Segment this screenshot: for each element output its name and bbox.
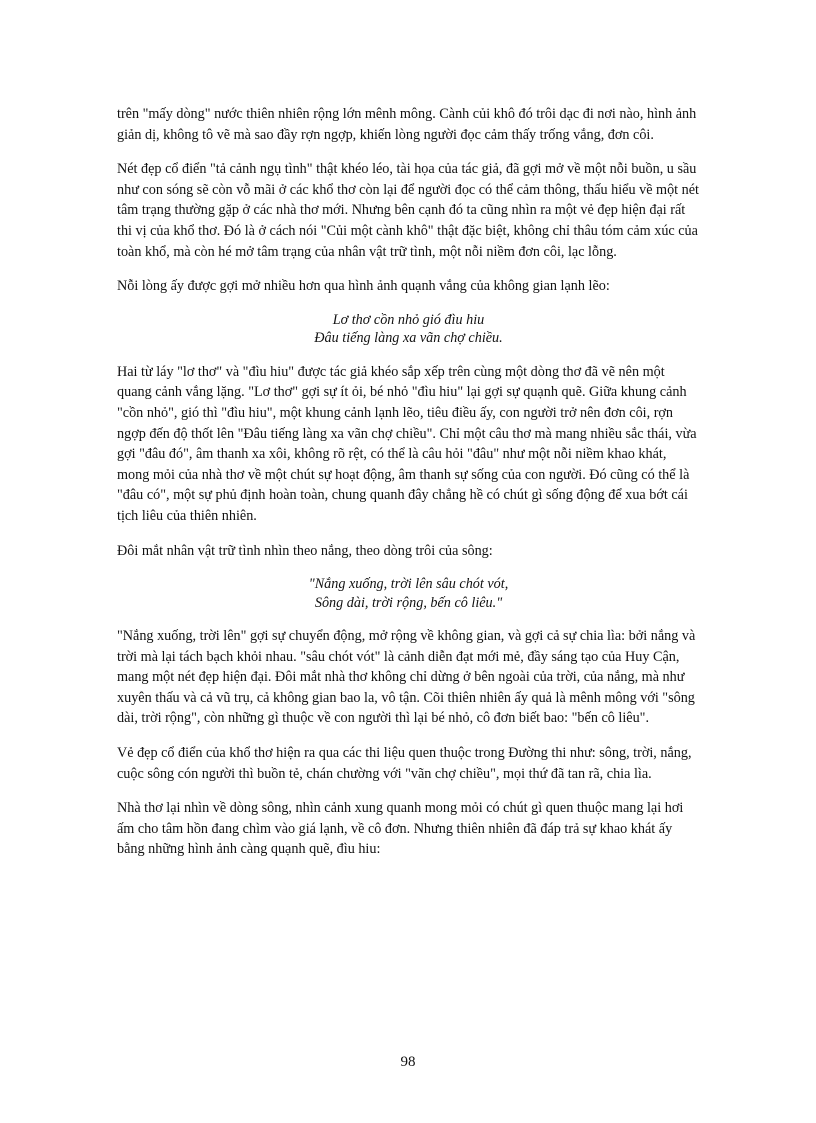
poem-line: Đâu tiếng làng xa vãn chợ chiều.: [314, 330, 503, 347]
paragraph-2: Nét đẹp cổ điển "tả cảnh ngụ tình" thật khéo léo, tài họa của tác giả, đã gợi mở về một nỗi buồn, u sầu như con sóng sẽ còn vỗ mãi ở các khổ thơ còn lại để người đọc có thể cảm thông, thấu hiểu về một nét tâm trạng thường gặp ở các nhà thơ mới. Nhưng bên cạnh đó ta cũng nhìn ra một vẻ đẹp hiện đại rất thi vị của khổ thơ. Đó là ở cách nói "Củi một cành khô" thật đặc biệt, không chỉ thâu tóm cảm xúc của toàn khổ, mà còn hé mở tâm trạng của nhân vật trữ tình, một nỗi niềm đơn côi, lạc lỗng.: [117, 161, 699, 260]
paragraph-1: trên "mấy dòng" nước thiên nhiên rộng lớn mênh mông. Cành củi khô đó trôi dạc đi nơi nào, hình ảnh giản dị, không tô vẽ mà sao đầy rợn ngợp, khiến lòng người đọc cảm thấy trống vắng, đơn côi.: [117, 106, 697, 143]
paragraph-8: Nhà thơ lại nhìn về dòng sông, nhìn cảnh xung quanh mong mỏi có chút gì quen thuộc mang lại hơi ấm cho tâm hồn đang chìm vào giá lạnh, về cô đơn. Nhưng thiên nhiên đã đáp trả sự khao khát ấy bằng những hình ảnh càng quạnh quẽ, đìu hiu:: [117, 800, 684, 858]
poem-stanza-2: [117, 575, 700, 612]
poem-line: Sông dài, trời rộng, bến cô liêu.": [314, 594, 503, 611]
poem-line: Lơ thơ cồn nhỏ gió đìu hiu: [332, 311, 485, 328]
poem-stanza-1: [117, 311, 700, 348]
paragraph-7: Vẻ đẹp cổ điển của khổ thơ hiện ra qua các thi liệu quen thuộc trong Đường thi như: sông, trời, nắng, cuộc sông cón người thì buồn tẻ, chán chường với "vãn chợ chiều", mọi thứ đã tan rã, chia lìa.: [117, 745, 692, 782]
paragraph-6: "Nắng xuống, trời lên" gợi sự chuyển động, mở rộng về không gian, và gợi cả sự chia lìa: bởi nắng và trời mà lại tách bạch khỏi nhau. "sâu chót vót" là cảnh diễn đạt mới mẻ, đầy sáng tạo của Huy Cận, mang một nét đẹp hiện đại. Đôi mắt nhà thơ không chỉ dừng ở bên ngoài của trời, của nắng, mà như xuyên thấu và cả vũ trụ, cả không gian bao la, vô tận. Cõi thiên nhiên ấy quả là mênh mông với "sông dài, trời rộng", còn những gì thuộc về con người thì lại bé nhỏ, cô đơn biết bao: "bến cô liêu".: [117, 628, 696, 727]
paragraph-4: Hai từ láy "lơ thơ" và "đìu hiu" được tác giả khéo sắp xếp trên cùng một dòng thơ đã vẽ nên một quang cảnh vắng lặng. "Lơ thơ" gợi sự ít ỏi, bé nhỏ "đìu hiu" lại gợi sự quạnh quẽ. Giữa khung cảnh "cồn nhỏ", gió thì "đìu hiu", một khung cảnh lạnh lẽo, tiêu điều ấy, con người trở nên đơn côi, rợn ngợp đến độ thốt lên "Đâu tiếng làng xa vãn chợ chiều". Chỉ một câu thơ mà mang nhiều sắc thái, vừa gợi "đâu đó", âm thanh xa xôi, không rõ rệt, có thể là câu hỏi "đâu" như một nỗi niềm khao khát, mong mỏi của nhà thơ về một chút sự hoạt động, âm thanh sự sống của con người. Đó cũng có thể là "đâu có", một sự phủ định hoàn toàn, chung quanh đây chẳng hề có chút gì sống động để xua bớt cái tịch liêu của thiên nhiên.: [117, 363, 697, 524]
poem-line: "Nắng xuống, trời lên sâu chót vót,: [308, 576, 509, 593]
paragraph-5: Đôi mắt nhân vật trữ tình nhìn theo nắng, theo dòng trôi của sông:: [117, 542, 493, 559]
page-content: [117, 104, 700, 860]
page-number: 98: [400, 1054, 416, 1070]
paragraph-3: Nỗi lòng ấy được gợi mở nhiều hơn qua hình ảnh quạnh vắng của không gian lạnh lẽo:: [117, 278, 610, 295]
